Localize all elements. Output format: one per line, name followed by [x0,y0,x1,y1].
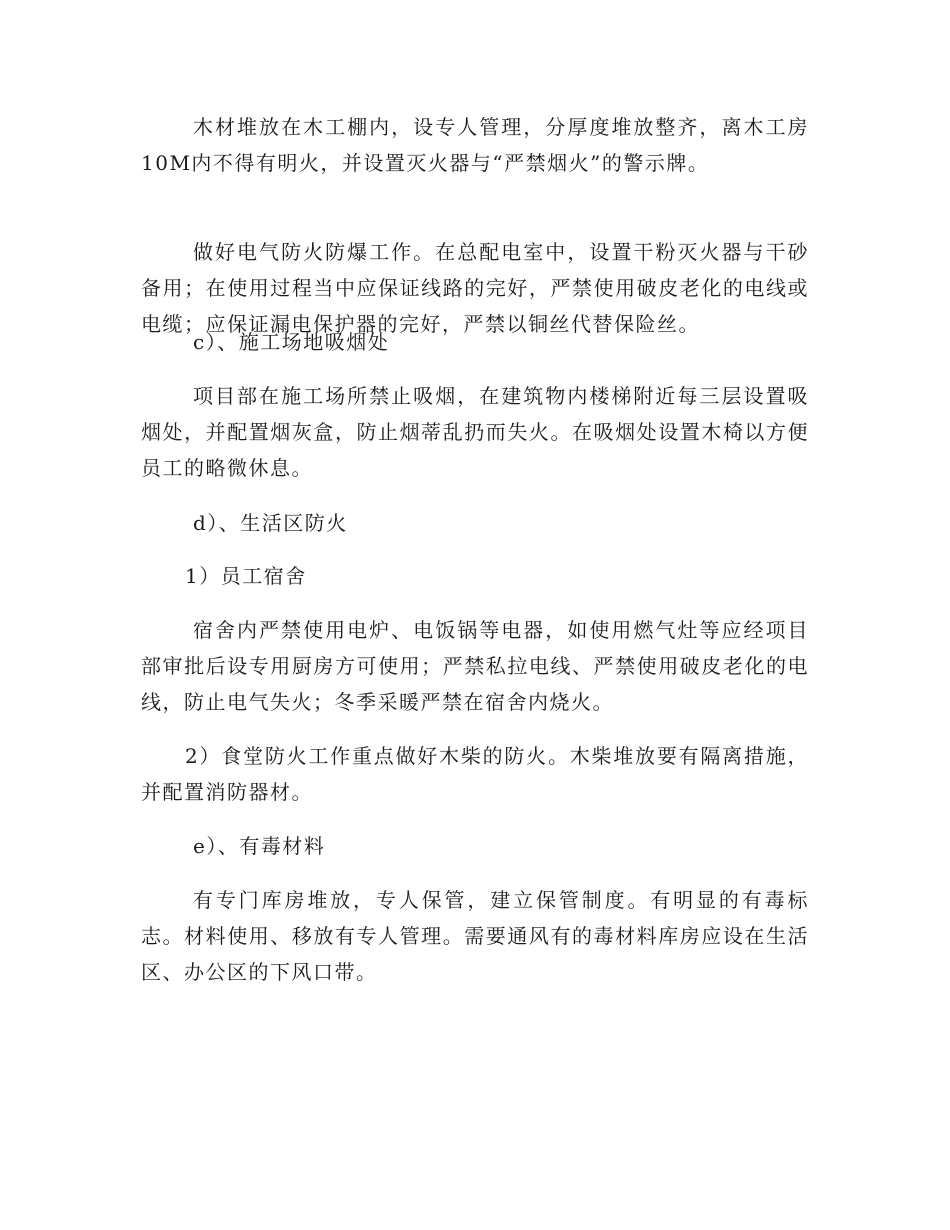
heading-smoking-area: c）、施工场地吸烟处 [193,330,390,354]
paragraph-toxic-materials: 有专门库房堆放，专人保管，建立保管制度。有明显的有毒标志。材料使用、移放有专人管理。需要通风有的毒材料库房应设在生活区、办公区的下风口带。 [141,888,809,984]
heading-living-area-fire-prevention: d）、生活区防火 [193,511,348,535]
paragraph-canteen-fire-prevention: 2）食堂防火工作重点做好木柴的防火。木柴堆放要有隔离措施，并配置消防器材。 [141,744,809,804]
paragraph-smoking-area: 项目部在施工场所禁止吸烟，在建筑物内楼梯附近每三层设置吸烟处，并配置烟灰盒，防止烟蒂乱扔而失火。在吸烟处设置木椅以方便员工的略微休息。 [141,384,809,480]
paragraph-electrical-fire-prevention: 做好电气防火防爆工作。在总配电室中，设置干粉灭火器与干砂备用；在使用过程当中应保证线路的完好，严禁使用破皮老化的电线或电缆；应保证漏电保护器的完好，严禁以铜丝代替保险丝。 [141,240,809,336]
paragraph-wood-storage: 木材堆放在木工棚内，设专人管理，分厚度堆放整齐，离木工房10M内不得有明火，并设置灭火器与“严禁烟火”的警示牌。 [141,115,809,175]
heading-toxic-materials: e）、有毒材料 [193,834,326,858]
subheading-staff-dormitory: 1）员工宿舍 [185,564,307,588]
paragraph-dormitory-rules: 宿舍内严禁使用电炉、电饭锅等电器，如使用燃气灶等应经项目部审批后设专用厨房方可使用；严禁私拉电线、严禁使用破皮老化的电线，防止电气失火；冬季采暖严禁在宿舍内烧火。 [141,618,809,714]
